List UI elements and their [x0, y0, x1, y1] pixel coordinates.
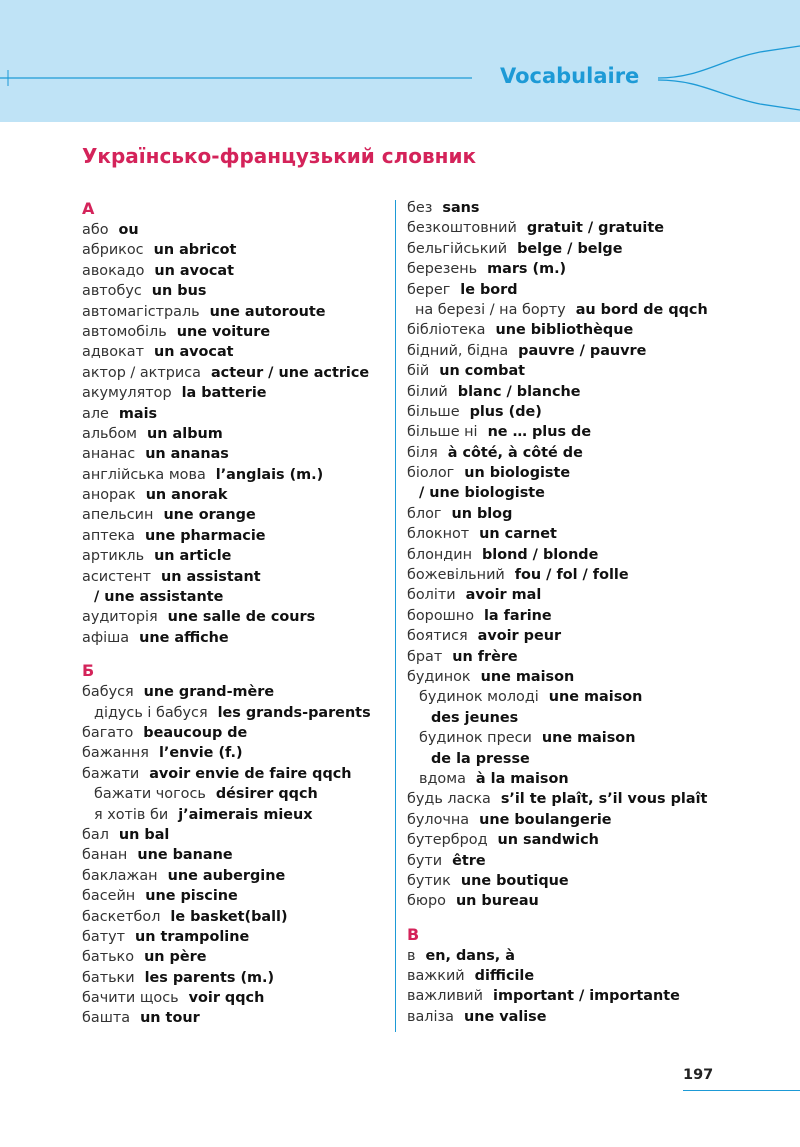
dictionary-entry	[82, 322, 382, 342]
french-translation: un père	[144, 949, 207, 966]
ukrainian-term: я хотів би	[94, 806, 169, 823]
french-translation: les grands-parents	[217, 704, 371, 721]
dictionary-entry	[82, 703, 382, 723]
ukrainian-term: білий	[407, 383, 448, 400]
french-translation: une valise	[463, 1008, 547, 1025]
section-gap	[407, 912, 727, 924]
ukrainian-term: англійська мова	[82, 466, 206, 483]
ukrainian-term: батько	[82, 949, 135, 966]
section-title: Vocabulaire	[500, 64, 640, 88]
dictionary-entry	[407, 239, 727, 259]
french-translation: une grand-mère	[143, 684, 275, 701]
ukrainian-term: або	[82, 222, 109, 238]
french-translation: le basket(ball)	[170, 908, 288, 925]
dictionary-entry	[82, 805, 382, 825]
dictionary-entry	[82, 220, 382, 240]
ukrainian-term: важливий	[407, 988, 484, 1005]
dictionary-entry	[407, 708, 727, 728]
ukrainian-term: будинок	[407, 668, 471, 685]
french-translation: un bureau	[455, 893, 539, 910]
french-translation: la farine	[484, 607, 552, 624]
french-translation: une orange	[163, 507, 256, 524]
dictionary-entry	[407, 545, 727, 565]
french-translation: à côté, à côté de	[447, 444, 583, 461]
french-translation: le bord	[460, 281, 518, 298]
ukrainian-term: бідний, бідна	[407, 342, 509, 359]
column-divider	[395, 200, 396, 1032]
dictionary-column-left	[82, 198, 382, 1029]
ukrainian-term: автобус	[82, 283, 142, 300]
dictionary-entry	[82, 505, 382, 525]
dictionary-entry	[82, 424, 382, 444]
dictionary-entry	[407, 585, 727, 605]
ukrainian-term: борошно	[407, 607, 474, 624]
french-translation: de la presse	[431, 750, 530, 767]
ukrainian-term: березень	[407, 261, 478, 278]
dictionary-entry	[82, 886, 382, 906]
ukrainian-term: афіша	[82, 629, 130, 646]
french-translation: une autoroute	[209, 303, 326, 320]
dictionary-entry	[82, 526, 382, 546]
dictionary-entry	[407, 402, 727, 422]
french-translation: avoir peur	[477, 628, 562, 645]
dictionary-entry	[82, 845, 382, 865]
french-translation: un blog	[451, 505, 513, 522]
dictionary-entry	[82, 363, 382, 383]
ukrainian-term: блог	[407, 505, 442, 522]
page-number: 197	[683, 1067, 714, 1083]
ukrainian-term: на березі / на борту	[415, 301, 566, 318]
ukrainian-term: асистент	[82, 568, 152, 585]
ukrainian-term: актор / актриса	[82, 364, 201, 381]
ukrainian-term: басейн	[82, 888, 136, 905]
french-translation: ou	[118, 222, 139, 238]
ukrainian-term: будинок преси	[419, 730, 532, 747]
french-translation: un trampoline	[134, 928, 250, 945]
french-translation: un tour	[140, 1010, 200, 1027]
dictionary-entry	[82, 444, 382, 464]
ukrainian-term: альбом	[82, 425, 138, 442]
french-translation: pauvre / pauvre	[518, 342, 647, 359]
french-translation: une boutique	[460, 872, 569, 889]
header-decoration	[0, 0, 800, 122]
ukrainian-term: бажати чогось	[94, 786, 206, 803]
ukrainian-term: боятися	[407, 628, 468, 645]
dictionary-entry	[82, 567, 382, 587]
french-translation: un biologiste	[464, 465, 571, 482]
dictionary-entry	[82, 743, 382, 763]
french-translation: en, dans, à	[425, 947, 515, 964]
ukrainian-term: бюро	[407, 893, 446, 910]
dictionary-entry	[82, 1008, 382, 1028]
dictionary-entry	[82, 866, 382, 886]
french-translation: les parents (m.)	[144, 969, 275, 986]
letter-heading: В	[407, 924, 420, 944]
dictionary-entry	[407, 667, 727, 687]
dictionary-entry	[407, 259, 727, 279]
ukrainian-term: башта	[82, 1010, 131, 1027]
french-translation: une aubergine	[167, 867, 286, 884]
ukrainian-term: блокнот	[407, 526, 470, 543]
french-translation: sans	[442, 200, 480, 216]
dictionary-entry	[82, 927, 382, 947]
dictionary-entry	[407, 443, 727, 463]
dictionary-entry	[407, 946, 727, 966]
ukrainian-term: багато	[82, 724, 134, 741]
dictionary-entry	[407, 830, 727, 850]
dictionary-entry	[407, 966, 727, 986]
french-translation: ne … plus de	[487, 424, 592, 441]
french-translation: un abricot	[153, 242, 237, 259]
ukrainian-term: бажання	[82, 745, 149, 762]
french-translation: un bal	[118, 826, 170, 843]
ukrainian-term: бабуся	[82, 684, 134, 701]
ukrainian-term: бельгійський	[407, 240, 508, 257]
dictionary-entry	[407, 483, 727, 503]
ukrainian-term: авокадо	[82, 262, 145, 279]
page-number-rule	[683, 1090, 800, 1091]
dictionary-entry	[82, 302, 382, 322]
french-translation: une pharmacie	[144, 527, 266, 544]
ukrainian-term: важкий	[407, 968, 465, 985]
dictionary-entry	[407, 789, 727, 809]
french-translation: un assistant	[161, 568, 261, 585]
french-translation: plus (de)	[469, 403, 542, 420]
ukrainian-term: акумулятор	[82, 385, 172, 402]
dictionary-entry	[82, 342, 382, 362]
ukrainian-term: автомагістраль	[82, 303, 200, 320]
ukrainian-term: берег	[407, 281, 451, 298]
dictionary-column-right	[407, 198, 727, 1027]
ukrainian-term: батьки	[82, 969, 135, 986]
dictionary-entry	[82, 261, 382, 281]
dictionary-entry	[82, 607, 382, 627]
french-translation: difficile	[474, 968, 535, 985]
ukrainian-term: анорак	[82, 487, 136, 504]
french-translation: désirer qqch	[215, 786, 318, 803]
dictionary-entry	[82, 723, 382, 743]
dictionary-entry	[82, 240, 382, 260]
dictionary-entry	[407, 524, 727, 544]
ukrainian-term: бій	[407, 363, 430, 380]
ukrainian-term: апельсин	[82, 507, 154, 524]
ukrainian-term: бути	[407, 852, 443, 869]
french-translation: une piscine	[145, 888, 238, 905]
dictionary-entry	[82, 968, 382, 988]
section-gap	[82, 648, 382, 660]
page-title: Українсько-французький словник	[82, 144, 477, 168]
dictionary-entry	[407, 218, 727, 238]
ukrainian-term: бутерброд	[407, 832, 488, 849]
dictionary-entry	[82, 546, 382, 566]
dictionary-entry	[407, 320, 727, 340]
ukrainian-term: автомобіль	[82, 323, 167, 340]
dictionary-entry	[407, 300, 727, 320]
french-translation: l’envie (f.)	[158, 745, 243, 762]
dictionary-entry	[82, 764, 382, 784]
dictionary-entry	[82, 383, 382, 403]
french-translation: l’anglais (m.)	[215, 466, 324, 483]
dictionary-entry	[82, 485, 382, 505]
dictionary-entry	[407, 749, 727, 769]
letter-heading: А	[82, 199, 95, 218]
french-translation: une salle de cours	[167, 609, 316, 626]
french-translation: des jeunes	[431, 709, 519, 726]
dictionary-entry	[407, 280, 727, 300]
french-translation: une boulangerie	[479, 811, 612, 828]
dictionary-entry	[407, 769, 727, 789]
french-translation: / une assistante	[94, 589, 224, 606]
dictionary-entry	[407, 606, 727, 626]
dictionary-entry	[82, 682, 382, 702]
ukrainian-term: валіза	[407, 1008, 454, 1025]
ukrainian-term: бачити щось	[82, 990, 179, 1007]
ukrainian-term: бутик	[407, 872, 451, 889]
dictionary-entry	[407, 986, 727, 1006]
french-translation: un bus	[151, 283, 207, 300]
dictionary-entry	[407, 361, 727, 381]
french-translation: avoir envie de faire qqch	[149, 765, 352, 782]
dictionary-entry	[82, 281, 382, 301]
french-translation: important / importante	[493, 988, 680, 1005]
french-translation: un sandwich	[497, 832, 599, 849]
dictionary-entry	[407, 504, 727, 524]
ukrainian-term: баклажан	[82, 867, 158, 884]
ukrainian-term: біля	[407, 444, 438, 461]
french-translation: acteur / une actrice	[210, 364, 370, 381]
letter-heading: Б	[82, 661, 95, 681]
french-translation: un avocat	[153, 344, 234, 361]
dictionary-entry	[407, 647, 727, 667]
ukrainian-term: булочна	[407, 811, 470, 828]
ukrainian-term: адвокат	[82, 344, 144, 361]
ukrainian-term: будь ласка	[407, 791, 491, 808]
ukrainian-term: біолог	[407, 465, 455, 482]
french-translation: une voiture	[176, 323, 271, 340]
french-translation: une bibliothèque	[495, 322, 634, 339]
dictionary-entry	[82, 988, 382, 1008]
dictionary-entry	[82, 907, 382, 927]
dictionary-entry	[407, 463, 727, 483]
french-translation: blanc / blanche	[457, 383, 581, 400]
ukrainian-term: банан	[82, 847, 128, 864]
french-translation: un anorak	[145, 487, 228, 504]
ukrainian-term: блондин	[407, 546, 472, 563]
french-translation: s’il te plaît, s’il vous plaît	[500, 791, 708, 808]
ukrainian-term: в	[407, 947, 416, 964]
ukrainian-term: баскетбол	[82, 908, 161, 925]
ukrainian-term: боліти	[407, 587, 456, 604]
french-translation: un carnet	[479, 526, 557, 543]
french-translation: / une biologiste	[419, 485, 545, 502]
dictionary-entry	[407, 198, 727, 218]
dictionary-entry	[82, 465, 382, 485]
french-translation: avoir mal	[465, 587, 542, 604]
french-translation: un combat	[439, 363, 526, 380]
dictionary-entry	[82, 947, 382, 967]
french-translation: être	[452, 852, 486, 869]
french-translation: j’aimerais mieux	[178, 806, 313, 823]
french-translation: belge / belge	[517, 240, 623, 257]
dictionary-entry	[82, 404, 382, 424]
french-translation: la batterie	[181, 385, 267, 402]
french-translation: voir qqch	[188, 990, 265, 1007]
dictionary-entry	[407, 810, 727, 830]
ukrainian-term: бал	[82, 826, 109, 843]
ukrainian-term: більше ні	[407, 424, 478, 441]
ukrainian-term: бажати	[82, 765, 140, 782]
dictionary-entry	[82, 628, 382, 648]
ukrainian-term: але	[82, 405, 109, 422]
dictionary-entry	[407, 382, 727, 402]
dictionary-entry	[407, 728, 727, 748]
french-translation: une maison	[480, 668, 575, 685]
french-translation: au bord de qqch	[575, 301, 708, 318]
dictionary-entry	[82, 825, 382, 845]
french-translation: une affiche	[139, 629, 229, 646]
dictionary-entry	[407, 851, 727, 871]
ukrainian-term: дідусь і бабуся	[94, 704, 208, 721]
ukrainian-term: ананас	[82, 446, 136, 463]
ukrainian-term: абрикос	[82, 242, 144, 259]
ukrainian-term: артикль	[82, 548, 145, 565]
dictionary-entry	[407, 565, 727, 585]
dictionary-entry	[407, 626, 727, 646]
ukrainian-term: без	[407, 200, 433, 216]
french-translation: un album	[147, 425, 223, 442]
french-translation: une maison	[548, 689, 643, 706]
dictionary-entry	[407, 687, 727, 707]
french-translation: un avocat	[154, 262, 234, 279]
french-translation: fou / fol / folle	[514, 567, 629, 584]
french-translation: un ananas	[145, 446, 229, 463]
ukrainian-term: божевільний	[407, 567, 505, 584]
dictionary-entry	[407, 891, 727, 911]
dictionary-entry	[407, 871, 727, 891]
french-translation: une banane	[137, 847, 233, 864]
ukrainian-term: більше	[407, 403, 460, 420]
french-translation: beaucoup de	[143, 724, 248, 741]
french-translation: blond / blonde	[482, 546, 599, 563]
ukrainian-term: вдома	[419, 770, 466, 787]
french-translation: un article	[154, 548, 232, 565]
dictionary-entry	[82, 784, 382, 804]
ukrainian-term: аптека	[82, 527, 135, 544]
dictionary-entry	[407, 422, 727, 442]
french-translation: mais	[118, 405, 158, 422]
ukrainian-term: будинок молоді	[419, 689, 539, 706]
ukrainian-term: брат	[407, 648, 443, 665]
ukrainian-term: батут	[82, 928, 125, 945]
dictionary-entry	[407, 1007, 727, 1027]
ukrainian-term: аудиторія	[82, 609, 158, 626]
french-translation: à la maison	[475, 770, 569, 787]
french-translation: mars (m.)	[487, 261, 567, 278]
dictionary-entry	[82, 587, 382, 607]
ukrainian-term: бібліотека	[407, 322, 486, 339]
french-translation: gratuit / gratuite	[526, 220, 664, 237]
dictionary-entry	[407, 341, 727, 361]
french-translation: un frère	[452, 648, 518, 665]
ukrainian-term: безкоштовний	[407, 220, 517, 237]
french-translation: une maison	[541, 730, 636, 747]
